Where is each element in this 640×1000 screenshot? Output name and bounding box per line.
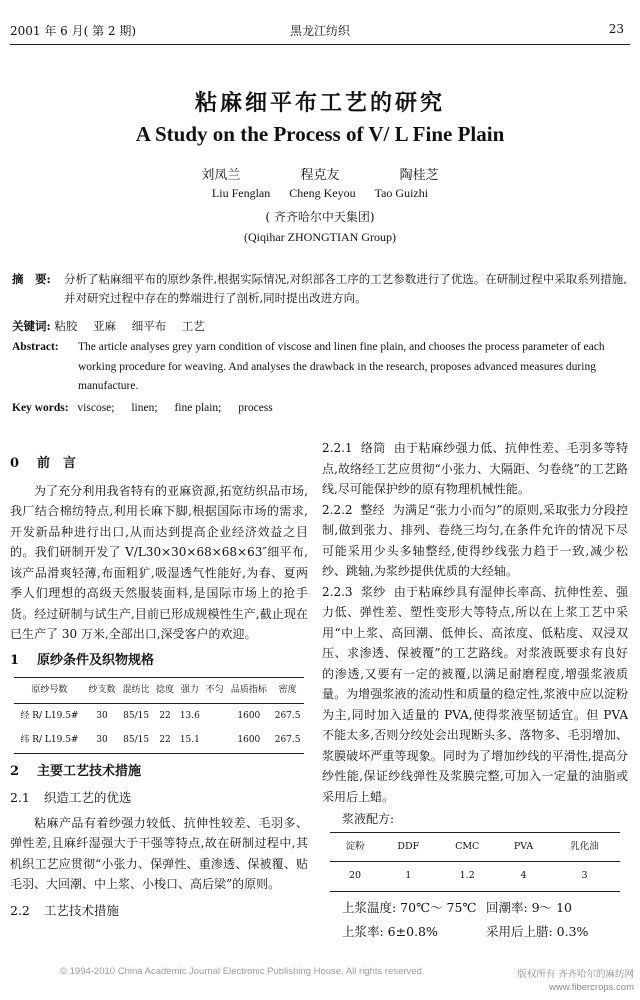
copyright-notice: © 1994-2010 China Academic Journal Electronic Publishing House. All rights reserved.: [60, 966, 425, 977]
abstract-label: Abstract:: [12, 341, 59, 353]
authors-chinese: [0, 164, 640, 183]
column-header: 捻度: [156, 685, 175, 695]
page-number: 23: [608, 22, 624, 36]
keyword: 工艺: [181, 319, 205, 333]
author-name: Tao Guizhi: [374, 186, 429, 200]
item-title: 浆纱: [360, 584, 386, 599]
journal-name: 黑龙江纺织: [289, 24, 350, 38]
issue-info: 2001 年 6 月( 第 2 期): [10, 24, 137, 38]
table-cell: 85/15: [123, 735, 150, 745]
author-name: Cheng Keyou: [289, 186, 356, 200]
table-header-row: [330, 832, 620, 862]
paste-formula-table: [330, 832, 620, 892]
title-english: A Study on the Process of V/ L Fine Plain: [135, 122, 505, 146]
keyword: fine plain;: [174, 402, 222, 414]
subsection-title: 工艺技术措施: [43, 902, 119, 918]
table-row: [14, 703, 304, 728]
paragraph: 为了充分利用我省特有的亚麻资源,拓宽纺织品市场,我厂结合棉纺特点,利用长麻下脚,根据国际市场的需求,开发新品种进行出口,从而达到提高企业经济效益之目的。我们研制开发了 V/L30×30×68×68×63″细平布,该产品滑爽轻薄,布面粗犷,吸湿透气性能好,为春、夏两季人们理想的高级天然服装面料,是国际市场上的抢手货。经过研制与试生产,目前已形成规模性生产,截止现在已生产了 30 万米,全部出口,深受客户的欢迎。: [10, 483, 308, 641]
table-cell: 20: [349, 870, 362, 881]
abstract-text: The article analyses grey yarn condition of viscose and linen fine plain, and chooses the process parameter of each working procedure for weaving. And analyses the drawback in the research, proposes advanced measures during manufacture.: [78, 341, 605, 392]
table-cell: 22: [159, 710, 171, 721]
table-cell: 267.5: [274, 710, 301, 721]
keyword: viscose;: [77, 402, 115, 414]
left-column: [10, 448, 308, 925]
item-title: 整经: [360, 502, 385, 517]
subsection-heading: [10, 901, 308, 922]
subsection-heading: [10, 788, 308, 809]
item-text: 为满足“张力小而匀”的原则,采取张力分段控制,做到张力、排列、卷绕三均匀,在条件允许的情况下尽可能采用少头多轴整经,使得纱线张力趋于一致,减少松纱、跳轴,为浆纱提供优质的大经轴。: [322, 502, 628, 578]
keyword: 粘胶: [54, 319, 78, 333]
item-text: 由于粘麻纱强力低、抗伸性差、毛羽多等特点,故络经工艺应贯彻“小张力、大隔距、匀卷绕”的工艺路线,尽可能保护纱的原有物理机械性能。: [322, 441, 628, 496]
author-name: 刘凤兰: [201, 168, 241, 183]
paragraph: [322, 438, 628, 500]
column-header: 密度: [278, 685, 297, 695]
sizing-conditions: [342, 922, 628, 943]
table-cell: 85/15: [123, 710, 150, 721]
keywords-label: Key words:: [12, 402, 69, 414]
section-title: 主要工艺技术措施: [37, 763, 142, 779]
abstract-text: 分析了粘麻细平布的原纱条件,根据实际情况,对织部各工序的工艺参数进行了优选。在研制过程中采取系列措施,并对研究过程中存在的弊端进行了剖析,同时提出改进方向。: [64, 272, 627, 305]
item-text: 由于粘麻纱具有湿伸长率高、抗伸性差、强力低、弹性差、塑性变形大等特点,所以在上浆工艺中采用“中上浆、高回潮、低伸长、高浓度、低粘度、双浸双压、求渗透、保被覆”的工艺路线。对浆液既要求有良好的渗透,又要有一定的被覆,以满足耐磨程度,增强浆液质量。为增强浆液的流动性和质量的稳定性,浆液中应以淀粉为主,同时加入适量的 PVA,使得浆液坚韧适宜。但 PVA 不能太多,否则分绞处会出现断头多、落物多、毛羽增加、浆膜破坏严重等现象。同时为了增加纱线的平滑性,提高分纱性能,保证纱线弹性及浆膜完整,可加入一定量的油脂或采用后上蜡。: [322, 584, 628, 804]
table-cell: 267.5: [274, 735, 301, 745]
table-cell: 经 R/ L19.5#: [20, 710, 79, 721]
table-cell: [203, 703, 227, 728]
table-cell: 1.2: [459, 870, 475, 881]
table-cell: 15.1: [179, 735, 200, 745]
column-header: PVA: [513, 840, 534, 852]
section-heading: [10, 651, 308, 672]
table-header-row: [14, 678, 304, 704]
column-header: 乳化油: [570, 840, 599, 852]
size-pickup: 上浆率: 6±0.8%: [342, 924, 438, 939]
column-header: DDF: [397, 840, 420, 852]
table-cell: [203, 728, 227, 753]
table-cell: 30: [96, 710, 108, 721]
table-cell: 纬 R/ L19.5#: [20, 735, 79, 745]
header-rule: [10, 44, 630, 45]
table-cell: 13.6: [179, 710, 200, 721]
right-column: [322, 438, 628, 943]
keyword: 亚麻: [93, 319, 117, 333]
column-header: 品质指标: [230, 685, 267, 695]
keyword: 细平布: [131, 319, 167, 333]
keyword: linen;: [131, 402, 158, 414]
section-number: 0: [10, 456, 20, 471]
table-cell: 22: [159, 735, 171, 745]
column-header: 不匀: [205, 685, 224, 695]
running-header: [10, 22, 630, 42]
post-waxing: 采用后上腊: 0.3%: [485, 924, 589, 939]
moisture-regain: 回潮率: 9～ 10: [485, 899, 573, 915]
table-cell: 1600: [237, 735, 261, 745]
subsection-title: 织造工艺的优选: [43, 790, 132, 805]
table-cell: 30: [96, 735, 108, 745]
item-number: 2.2.1: [322, 441, 353, 455]
item-number: 2.2.3: [322, 584, 353, 599]
section-number: 2: [10, 763, 20, 779]
paragraph: [322, 500, 628, 582]
table-row: [14, 728, 304, 753]
footer: [60, 966, 634, 993]
authors-english: [0, 186, 640, 201]
table-cell: 3: [581, 870, 588, 881]
watermark: 版权所有 齐齐哈尔的麻纺网: [517, 969, 634, 980]
sizing-conditions: [342, 898, 628, 919]
table-cell: 1: [405, 870, 412, 881]
table-row: [330, 862, 620, 892]
column-header: CMC: [455, 840, 480, 852]
title-chinese: 粘麻细平布工艺的研究: [194, 90, 445, 116]
item-title: 络筒: [360, 441, 386, 455]
table-cell: 1600: [237, 710, 261, 721]
keywords-chinese: [12, 318, 628, 334]
watermark-url: www.fibercrops.com: [549, 982, 634, 993]
column-header: 混纺比: [122, 685, 150, 695]
author-name: 陶桂芝: [399, 168, 439, 183]
section-title: 原纱条件及织物规格: [37, 652, 155, 668]
section-heading: [10, 762, 308, 783]
section-heading: [10, 454, 308, 475]
abstract-chinese: [12, 270, 628, 305]
subsection-number: 2.2: [10, 902, 30, 918]
paragraph: [322, 582, 628, 808]
sizing-temperature: 上浆温度: 70℃～ 75℃: [342, 899, 477, 915]
subsection-number: 2.1: [10, 790, 30, 805]
table-cell: 4: [520, 870, 527, 881]
author-name: Liu Fenglan: [211, 186, 271, 200]
column-header: 纱支数: [88, 685, 116, 695]
column-header: 原纱号数: [31, 685, 68, 695]
affiliation-english: (Qiqihar ZHONGTIAN Group): [244, 230, 396, 244]
yarn-spec-table: [14, 677, 304, 754]
column-header: 淀粉: [345, 840, 365, 852]
keywords-label: 关键词:: [12, 319, 51, 333]
paragraph: 粘麻产品有着纱强力较低、抗伸性较差、毛羽多、弹性差,且麻纤湿强大于干强等特点,故在研制过程中,其机织工艺应贯彻“小张力、保弹性、重渗透、保被覆、贴毛羽、大回潮、中上浆、小梭口、高后梁”的原则。: [10, 815, 308, 891]
section-title: 前 言: [37, 456, 77, 471]
item-number: 2.2.2: [322, 502, 353, 517]
keywords-english: [12, 402, 628, 414]
abstract-label: 摘 要:: [12, 272, 51, 286]
column-header: 强力: [180, 685, 199, 695]
keyword: process: [238, 402, 273, 414]
affiliation-chinese: ( 齐齐哈尔中天集团): [265, 210, 375, 224]
author-name: 程克友: [300, 168, 340, 183]
section-number: 1: [10, 652, 20, 668]
paste-formula-label: 浆液配方:: [342, 812, 395, 826]
